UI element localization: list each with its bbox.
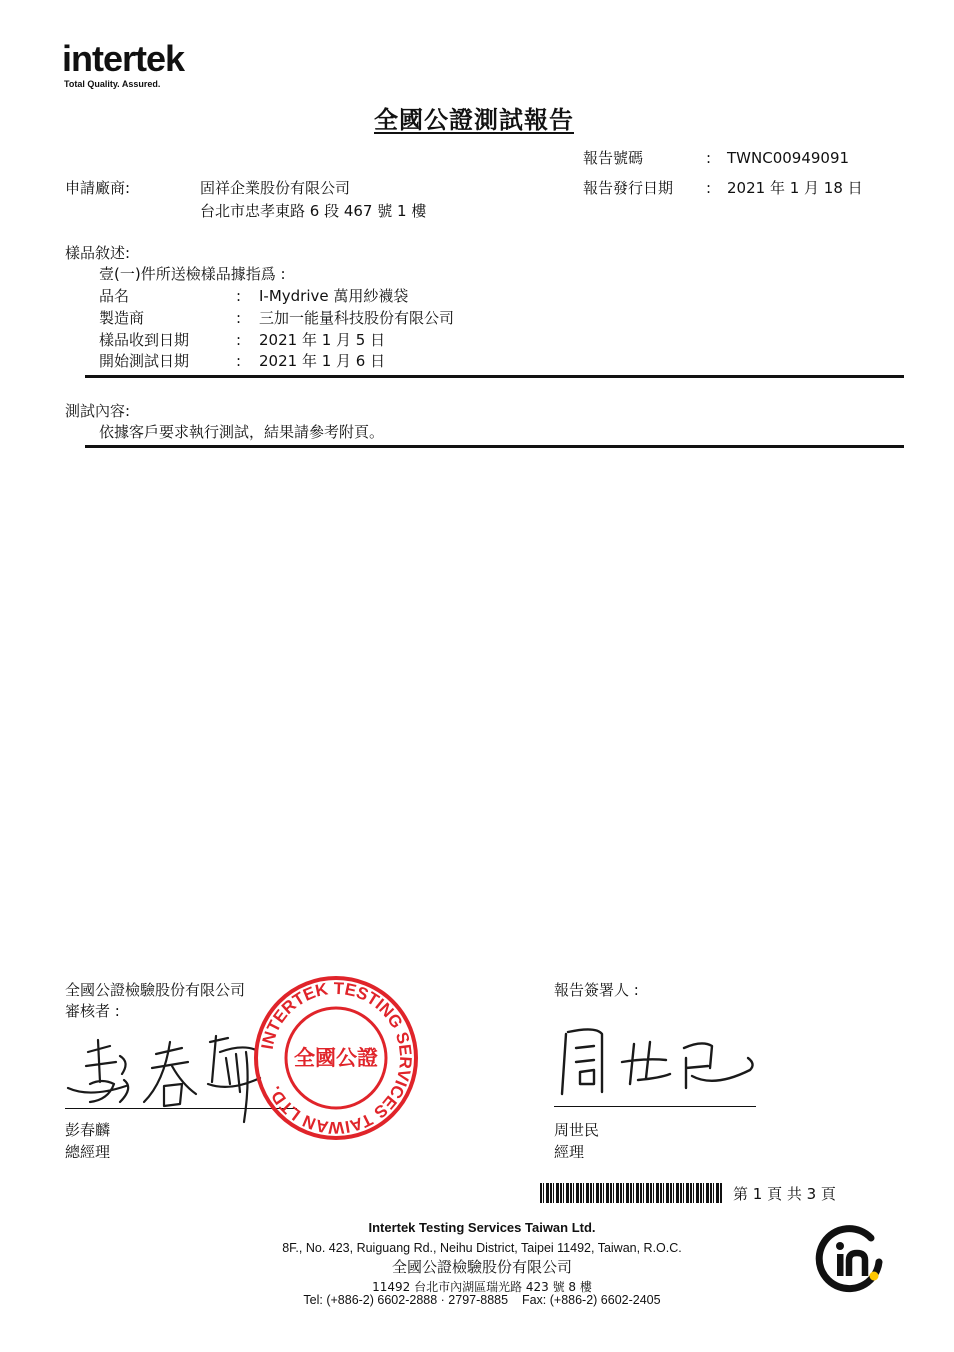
- divider-rule: [85, 445, 904, 448]
- logo-wordmark: intertek: [62, 38, 185, 79]
- sample-row-colon: :: [236, 331, 242, 349]
- footer-address-en: 8F., No. 423, Ruiguang Rd., Neihu District, Taipei 11492, Taiwan, R.O.C.: [282, 1241, 682, 1255]
- sample-row-label: 開始測試日期: [99, 352, 190, 370]
- sample-heading: 樣品敘述:: [65, 244, 131, 262]
- intertek-round-logo-icon: [815, 1224, 887, 1296]
- reviewer-label: 審核者 :: [65, 1002, 120, 1020]
- report-date-label: 報告發行日期: [583, 179, 674, 197]
- stamp-icon: [252, 974, 420, 1142]
- sample-row-label: 製造商: [99, 309, 145, 327]
- report-date-colon: :: [706, 179, 712, 197]
- divider-rule: [85, 375, 904, 378]
- sample-row-value: 2021 年 1 月 6 日: [259, 352, 386, 370]
- report-number-label: 報告號碼: [583, 149, 644, 167]
- sample-row-colon: :: [236, 309, 242, 327]
- barcode: [540, 1183, 722, 1203]
- footer-address-zh: 11492 台北市內湖區瑞光路 423 號 8 樓: [372, 1280, 592, 1294]
- signer-signature: [550, 1018, 765, 1106]
- signer-title: 經理: [554, 1143, 585, 1161]
- sample-row-colon: :: [236, 352, 242, 370]
- signer-name: 周世民: [554, 1121, 600, 1139]
- signature-line: [554, 1106, 756, 1107]
- report-number-colon: :: [706, 149, 712, 167]
- sample-row-value: I-Mydrive 萬用紗襪袋: [259, 287, 409, 305]
- report-number-value: TWNC00949091: [727, 149, 850, 167]
- footer-company-en: Intertek Testing Services Taiwan Ltd.: [368, 1220, 596, 1235]
- sample-row-value: 三加一能量科技股份有限公司: [259, 309, 455, 327]
- page-info: 第 1 頁 共 3 頁: [733, 1185, 836, 1203]
- left-company: 全國公證檢驗股份有限公司: [65, 981, 246, 999]
- test-heading: 測試內容:: [65, 402, 131, 420]
- seal-outer-text: INTERTEK TESTING SERVICES TAIWAN LTD.: [257, 978, 416, 1138]
- applicant-label: 申請廠商:: [65, 179, 131, 197]
- report-date-value: 2021 年 1 月 18 日: [727, 179, 863, 197]
- sample-row-colon: :: [236, 287, 242, 305]
- seal-inner-text: 全國公證: [294, 1046, 378, 1070]
- logo-tagline: Total Quality. Assured.: [64, 79, 161, 89]
- test-content: 依據客戶要求執行測試，結果請參考附頁。: [99, 423, 385, 441]
- footer-company-zh: 全國公證檢驗股份有限公司: [391, 1258, 572, 1276]
- company-seal-stamp: [252, 974, 420, 1142]
- sample-row-label: 樣品收到日期: [99, 331, 190, 349]
- applicant-name: 固祥企業股份有限公司: [200, 179, 351, 197]
- reviewer-name: 彭春麟: [65, 1121, 111, 1139]
- report-title: 全國公證測試報告: [374, 106, 574, 134]
- footer-contact: Tel: (+886-2) 6602-2888 · 2797-8885 Fax: (+886-2) 6602-2405: [303, 1293, 661, 1307]
- reviewer-title: 總經理: [65, 1143, 111, 1161]
- sample-row-label: 品名: [99, 287, 130, 305]
- applicant-address: 台北市忠孝東路 6 段 467 號 1 樓: [200, 202, 427, 220]
- sample-intro: 壹(一)件所送檢樣品據指爲 :: [99, 265, 286, 283]
- signer-label: 報告簽署人 :: [554, 981, 639, 999]
- sample-row-value: 2021 年 1 月 5 日: [259, 331, 386, 349]
- intertek-logo: [62, 40, 184, 89]
